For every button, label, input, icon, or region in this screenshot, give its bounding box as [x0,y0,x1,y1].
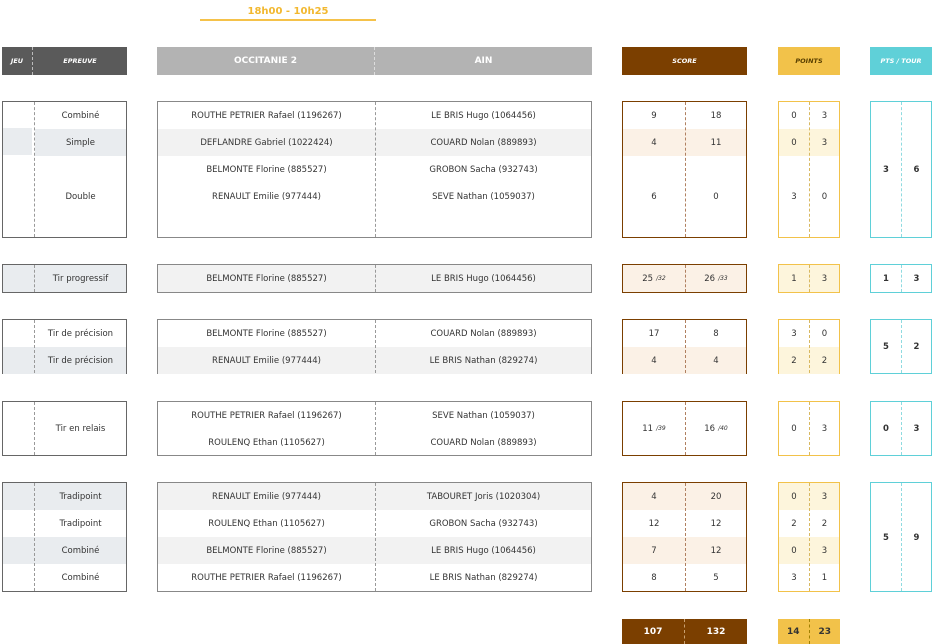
epreuve-label: Combiné [61,110,100,121]
group1-pts-tour-box [870,101,932,238]
group3-pts-tour-box [870,319,932,374]
player-a: ROUTHE PETRIER Rafael (1196267) [191,110,342,121]
score-b: 12 [710,518,722,529]
group1-teams-box [157,101,592,238]
player-a: DEFLANDRE Gabriel (1022424) [200,137,333,148]
group4-teams-box [157,401,592,456]
total-points [778,619,840,644]
group5-pts-tour-box [870,482,932,592]
points-b: 3 [821,273,828,284]
points-b: 3 [821,491,828,502]
group1-score-box [622,101,747,238]
points-a: 3 [791,328,797,339]
group5-points-box [778,482,840,592]
row-shade [3,128,32,155]
points-a: 1 [791,273,797,284]
player-a: ROUTHE PETRIER Rafael (1196267) [191,410,342,421]
score-a-value: 25 [642,273,654,284]
group1-points-box [778,101,840,238]
score-a: 12 [648,518,660,529]
player-a: ROULENQ Ethan (1105627) [208,437,325,448]
group5-score-box [622,482,747,592]
epreuve-label: Tir de précision [47,355,114,366]
group2-teams-box [157,264,592,293]
total-points-b: 23 [818,626,832,637]
score-a [623,265,685,292]
points-b: 3 [821,545,828,556]
group2-pts-tour-box [870,264,932,293]
group5-epreuve-box [2,482,127,592]
score-b [686,265,746,292]
player-a: ROULENQ Ethan (1105627) [208,518,325,529]
score-a: 7 [651,545,657,556]
group3-score-box [622,319,747,374]
player-b: COUARD Nolan (889893) [430,328,537,339]
points-a: 0 [791,491,797,502]
group3-teams-box [157,319,592,374]
score-a: 6 [651,191,657,202]
total-score-b: 132 [706,626,726,637]
score-a: 4 [651,491,657,502]
score-b: 12 [710,545,722,556]
total-points-a: 14 [778,619,810,644]
epreuve-label: Combiné [61,545,100,556]
points-a: 0 [791,545,797,556]
player-b: SEVE Nathan (1059037) [432,191,535,202]
group2-epreuve-box [2,264,127,293]
points-a: 0 [791,423,797,434]
tour-b: 2 [913,341,920,352]
group4-score-box [622,401,747,456]
player-a: BELMONTE Florine (885527) [206,164,327,175]
score-b-sub: /33 [718,275,728,282]
player-a: BELMONTE Florine (885527) [206,273,327,284]
player-b: GROBON Sacha (932743) [429,518,538,529]
tour-b: 9 [913,532,920,543]
group3-epreuve-box [2,319,127,374]
player-a: RENAULT Emilie (977444) [212,191,321,202]
points-a: 0 [791,110,797,121]
points-b: 0 [821,191,828,202]
player-b: LE BRIS Hugo (1064456) [431,545,536,556]
player-b: GROBON Sacha (932743) [429,164,538,175]
group4-epreuve-box [2,401,127,456]
points-b: 3 [821,110,828,121]
epreuve-label: Double [65,191,96,202]
epreuve-label: Tir progressif [52,273,109,284]
points-b: 3 [821,137,828,148]
header-team-a: OCCITANIE 2 [157,47,375,75]
header-team-b: AIN [474,56,493,66]
points-b: 0 [821,328,828,339]
group4-points-box [778,401,840,456]
group3-points-box [778,319,840,374]
score-a-sub: /39 [656,425,666,432]
time-underline [200,19,376,21]
header-epreuve: EPREUVE [63,57,97,65]
score-b: 8 [713,328,719,339]
tour-b: 3 [913,423,920,434]
tour-a: 0 [883,423,889,434]
epreuve-label: Simple [65,137,96,148]
score-b-value: 26 [704,273,716,284]
points-b: 1 [821,572,828,583]
points-a: 2 [791,355,797,366]
score-b [686,415,746,442]
score-b: 4 [713,355,719,366]
score-a: 9 [651,110,657,121]
score-a [623,415,685,442]
points-a: 0 [791,137,797,148]
epreuve-label: Tir en relais [55,423,106,434]
player-b: COUARD Nolan (889893) [430,137,537,148]
epreuve-label: Tradipoint [59,518,102,529]
header-pts-tour: PTS / TOUR [870,47,932,75]
score-a-value: 11 [642,423,654,434]
player-a: ROUTHE PETRIER Rafael (1196267) [191,572,342,583]
points-a: 3 [791,572,797,583]
group4-pts-tour-box [870,401,932,456]
score-b-value: 16 [704,423,716,434]
points-b: 2 [821,355,828,366]
group5-teams-box [157,482,592,592]
score-b: 5 [713,572,719,583]
header-jeu-epreuve [2,47,127,75]
tour-b: 6 [913,164,920,175]
tour-a: 5 [883,532,889,543]
score-a: 4 [651,355,657,366]
score-b: 11 [710,137,722,148]
group1-epreuve-box [2,101,127,238]
points-b: 3 [821,423,828,434]
tour-a: 3 [883,164,889,175]
group2-points-box [778,264,840,293]
epreuve-label: Tradipoint [59,491,102,502]
total-score [622,619,747,644]
score-a-sub: /32 [656,275,666,282]
player-a: RENAULT Emilie (977444) [212,491,321,502]
points-b: 2 [821,518,828,529]
score-a: 4 [651,137,657,148]
points-a: 3 [791,191,797,202]
player-a: BELMONTE Florine (885527) [206,545,327,556]
player-a: BELMONTE Florine (885527) [206,328,327,339]
score-b: 20 [710,491,722,502]
epreuve-label: Tir de précision [47,328,114,339]
player-b: LE BRIS Nathan (829274) [429,355,538,366]
player-b: LE BRIS Hugo (1064456) [431,273,536,284]
epreuve-label: Combiné [61,572,100,583]
player-b: LE BRIS Hugo (1064456) [431,110,536,121]
tour-b: 3 [913,273,920,284]
player-b: TABOURET Joris (1020304) [426,491,541,502]
score-b: 18 [710,110,722,121]
header-teams [157,47,592,75]
player-b: SEVE Nathan (1059037) [432,410,535,421]
header-score: SCORE [622,47,747,75]
player-a: RENAULT Emilie (977444) [212,355,321,366]
score-a: 8 [651,572,657,583]
header-jeu: JEU [2,47,33,75]
player-b: LE BRIS Nathan (829274) [429,572,538,583]
score-b: 0 [713,191,719,202]
total-score-a: 107 [622,619,685,644]
time-range: 18h00 - 10h25 [247,6,329,17]
header-points: POINTS [778,47,840,75]
score-b-sub: /40 [718,425,728,432]
points-a: 2 [791,518,797,529]
tour-a: 1 [883,273,889,284]
score-a: 17 [648,328,660,339]
tour-a: 5 [883,341,889,352]
player-b: COUARD Nolan (889893) [430,437,537,448]
group2-score-box [622,264,747,293]
